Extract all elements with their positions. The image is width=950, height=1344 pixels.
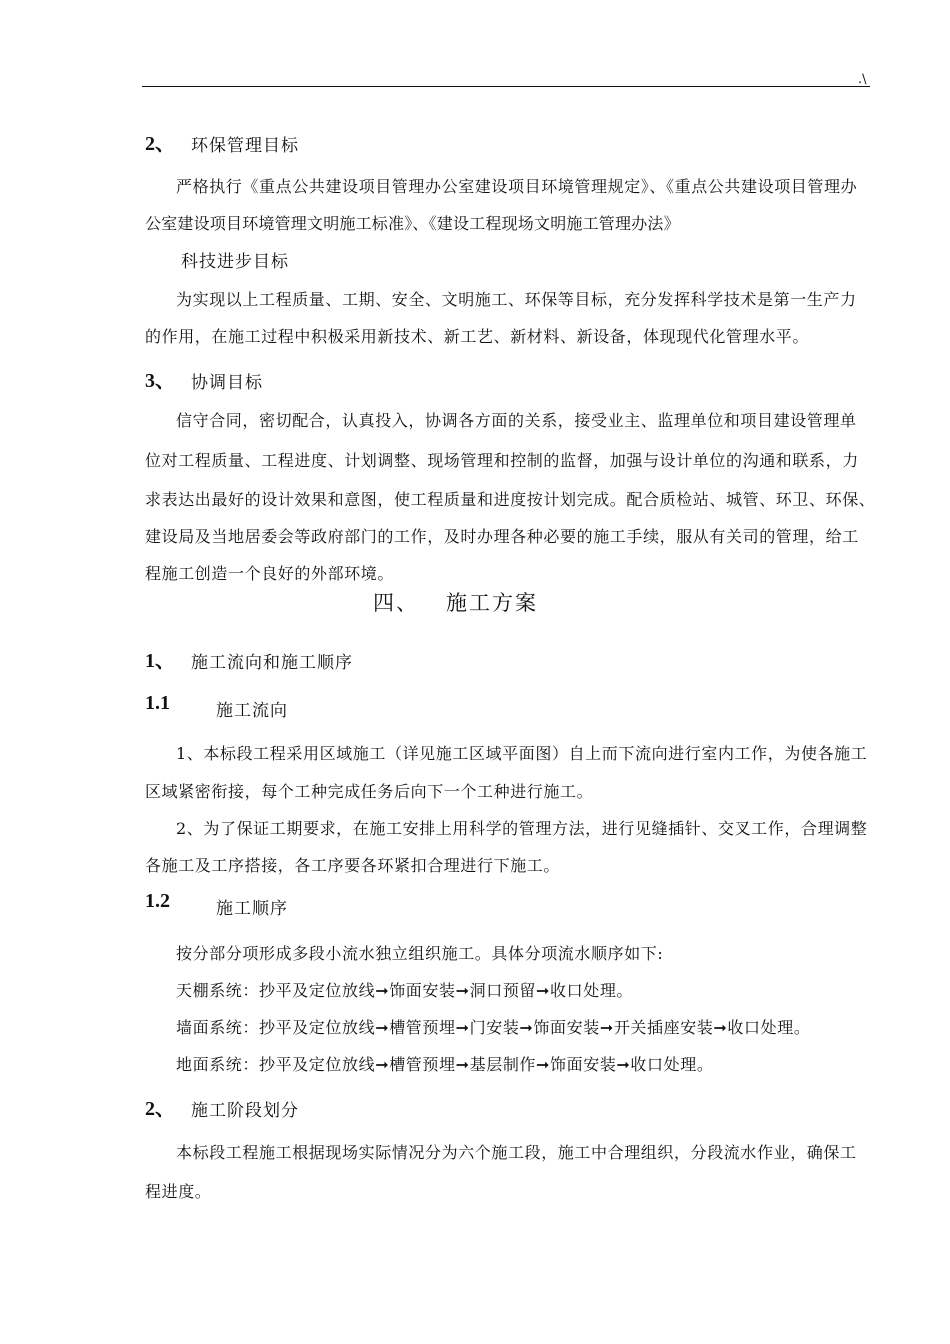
paragraph-line: 信守合同，密切配合，认真投入，协调各方面的关系，接受业主、监理单位和项目建设管理单 xyxy=(176,411,857,430)
paragraph-line: 位对工程质量、工程进度、计划调整、现场管理和控制的监督，加强与设计单位的沟通和联系，力 xyxy=(145,451,859,470)
paragraph-line: 按分部分项形成多段小流水独立组织施工。具体分项流水顺序如下: xyxy=(176,944,664,963)
paragraph-line: 程施工创造一个良好的外部环境。 xyxy=(145,564,395,583)
paragraph-line: 地面系统：抄平及定位放线➞槽管预埋➞基层制作➞饰面安装➞收口处理。 xyxy=(176,1055,714,1074)
paragraph-line: 求表达出最好的设计效果和意图，使工程质量和进度按计划完成。配合质检站、城管、环卫、环保、 xyxy=(145,490,876,509)
paragraph-line: 公室建设项目环境管理文明施工标准》、《建设工程现场文明施工管理办法》 xyxy=(145,214,680,233)
section-number: 2、 xyxy=(145,133,175,155)
subsection-number: 1.1 xyxy=(145,692,170,714)
section-number: 3、 xyxy=(145,370,175,392)
chapter-title: 施工方案 xyxy=(446,591,538,615)
paragraph-line: 1、本标段工程采用区域施工（详见施工区域平面图）自上而下流向进行室内工作，为使各施工 xyxy=(176,744,868,763)
section-number: 2、 xyxy=(145,1098,175,1120)
subsection-title: 施工流向 xyxy=(216,701,288,721)
section-title: 科技进步目标 xyxy=(181,252,289,272)
paragraph-line: 各施工及工序搭接，各工序要各环紧扣合理进行下施工。 xyxy=(145,856,561,875)
paragraph-line: 区域紧密衔接，每个工种完成任务后向下一个工种进行施工。 xyxy=(145,782,594,801)
header-rule xyxy=(142,86,870,87)
section-title: 协调目标 xyxy=(191,373,263,393)
paragraph-line: 建设局及当地居委会等政府部门的工作，及时办理各种必要的施工手续，服从有关司的管理，给工 xyxy=(145,527,859,546)
paragraph-line: 墙面系统：抄平及定位放线➞槽管预埋➞门安装➞饰面安装➞开关插座安装➞收口处理。 xyxy=(176,1018,811,1037)
subsection-number: 1.2 xyxy=(145,890,170,912)
paragraph-line: 的作用，在施工过程中积极采用新技术、新工艺、新材料、新设备，体现现代化管理水平。 xyxy=(145,327,810,346)
section-number: 1、 xyxy=(145,650,175,672)
paragraph-line: 为实现以上工程质量、工期、安全、文明施工、环保等目标，充分发挥科学技术是第一生产力 xyxy=(176,290,857,309)
paragraph-line: 严格执行《重点公共建设项目管理办公室建设项目环境管理规定》、《重点公共建设项目管理办 xyxy=(176,177,858,196)
paragraph-line: 2、为了保证工期要求，在施工安排上用科学的管理方法，进行见缝插针、交叉工作，合理调整 xyxy=(176,819,868,838)
section-title: 环保管理目标 xyxy=(191,136,299,156)
paragraph-line: 程进度。 xyxy=(145,1182,212,1201)
page-header-mark: .\ xyxy=(858,72,867,87)
section-title: 施工阶段划分 xyxy=(191,1101,299,1121)
paragraph-line: 天棚系统：抄平及定位放线➞饰面安装➞洞口预留➞收口处理。 xyxy=(176,981,634,1000)
section-title: 施工流向和施工顺序 xyxy=(191,653,353,673)
chapter-number: 四、 xyxy=(373,591,419,615)
paragraph-line: 本标段工程施工根据现场实际情况分为六个施工段，施工中合理组织，分段流水作业，确保工 xyxy=(176,1143,857,1162)
subsection-title: 施工顺序 xyxy=(216,899,288,919)
